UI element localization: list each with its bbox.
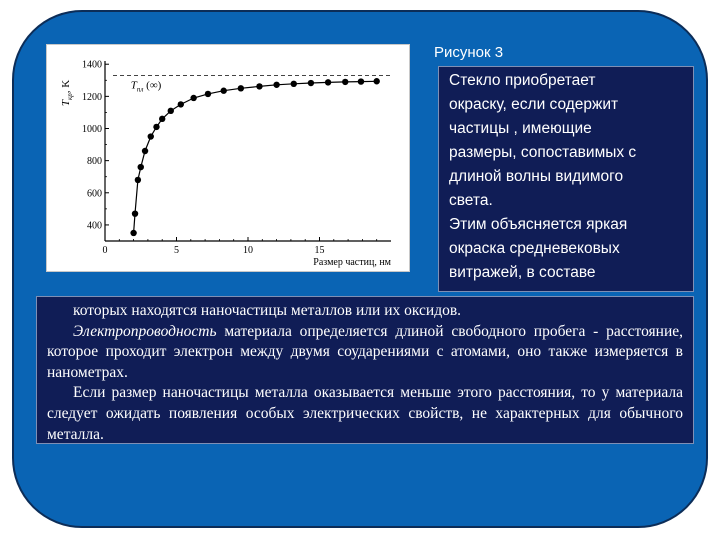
term-conductivity: Электропроводность (73, 322, 217, 340)
chart-curve (134, 81, 377, 233)
data-point (238, 85, 244, 91)
data-point (138, 164, 144, 170)
data-point (308, 80, 314, 86)
data-point (256, 83, 262, 89)
asymptote-label-suffix: (∞) (143, 79, 162, 92)
asymptote-label-subscript: пл (136, 85, 144, 94)
text-line: размеры, сопоставимых с (449, 144, 637, 161)
text-line: окраску, если содержит (449, 96, 619, 113)
data-point (220, 88, 226, 94)
y-tick-label: 800 (87, 156, 102, 168)
y-tick-label: 400 (87, 220, 102, 232)
figure-panel (46, 44, 410, 272)
continuation-line: которых находятся наночастицы металлов или их оксидов. (73, 302, 462, 319)
y-tick-label: 600 (87, 188, 102, 200)
y-tick-label: 1200 (82, 91, 102, 103)
data-point (153, 124, 159, 130)
data-point (168, 108, 174, 114)
y-axis-label-symbol: T (60, 100, 72, 107)
text-line: окраска средневековых (449, 240, 620, 257)
text-line: света. (449, 192, 493, 209)
text-line: Этим объясняется яркая (449, 216, 628, 233)
y-tick-label: 1000 (82, 124, 102, 135)
chart-labels (60, 79, 392, 268)
x-tick-label: 15 (314, 245, 325, 256)
text-line: Стекло приобретает (449, 72, 596, 89)
y-axis-label-subscript: кр (66, 93, 74, 101)
data-point (135, 177, 141, 183)
asymptote-label (131, 79, 162, 93)
chart-points (130, 78, 380, 236)
asymptote-label-symbol: T (130, 79, 137, 92)
x-axis-label: Размер частиц, нм (313, 257, 391, 268)
data-point (325, 79, 331, 85)
chart-ticks (82, 60, 377, 256)
chart (47, 45, 409, 271)
data-point (190, 95, 196, 101)
y-axis-label-unit: , K (60, 79, 72, 94)
data-point (374, 78, 380, 84)
data-point (142, 148, 148, 154)
data-point (132, 210, 138, 216)
x-tick-label: 10 (243, 245, 253, 256)
data-point (273, 82, 279, 88)
text-box-bottom (36, 296, 694, 444)
data-point (148, 133, 154, 139)
x-tick-label: 0 (102, 245, 108, 256)
text-line: длиной волны видимого (449, 168, 624, 185)
data-point (130, 230, 136, 236)
data-point (358, 78, 364, 84)
x-tick-label: 5 (174, 245, 179, 256)
data-curve (134, 81, 377, 233)
text-line: частицы , имеющие (449, 120, 592, 137)
figure-caption: Рисунок 3 (434, 44, 504, 61)
paragraph-conductivity-text: материала определяется длиной свободного пробега - расстояние, которое проходит электрон между двумя соударениями с атомами, оно также измеряется в нанометрах. (47, 322, 683, 381)
data-point (342, 79, 348, 85)
data-point (159, 116, 165, 122)
text-box-top (438, 66, 694, 292)
paragraph-size-effect: Если размер наночастицы металла оказывается меньше этого расстояния, то у материала следует ожидать появления особых электрических свойств, не характерных для обычного металла. (47, 384, 683, 443)
data-point (291, 81, 297, 87)
y-axis-label (60, 80, 74, 106)
y-tick-label: 1400 (82, 59, 102, 71)
text-line: витражей, в составе (449, 264, 596, 281)
paragraph-conductivity (47, 322, 683, 384)
data-point (205, 91, 211, 97)
data-point (178, 101, 184, 107)
